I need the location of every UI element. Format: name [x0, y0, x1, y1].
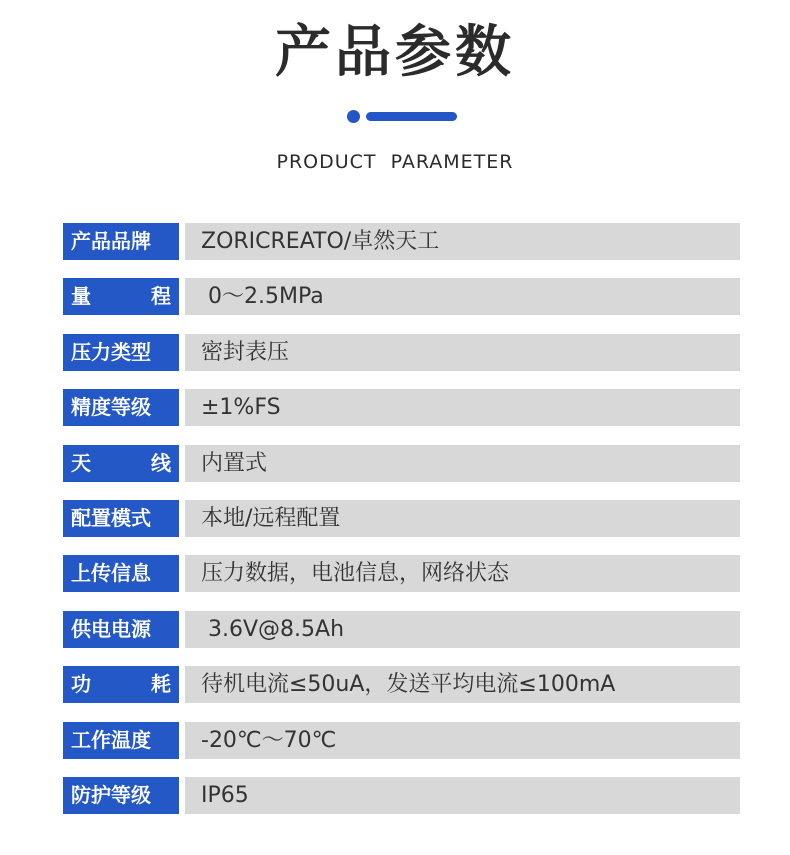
param-label: 上传信息: [63, 555, 179, 592]
param-value: IP65: [185, 777, 740, 814]
param-label: [63, 666, 179, 703]
param-label-char: 线: [151, 450, 171, 475]
param-label-char: 天: [71, 450, 91, 475]
param-value: 3.6V@8.5Ah: [185, 611, 740, 648]
decorative-line: [366, 112, 457, 121]
param-label: 产品品牌: [63, 223, 179, 260]
param-row-power-consumption: [63, 666, 740, 703]
param-label: 防护等级: [63, 777, 179, 814]
param-label-char: 程: [151, 284, 171, 309]
page-subtitle: PRODUCT PARAMETER: [276, 151, 514, 173]
param-value: 本地/远程配置: [185, 500, 740, 537]
param-row-brand: [63, 223, 740, 260]
param-label-char: 功: [71, 672, 91, 697]
decorative-dot: [347, 110, 360, 123]
param-value: ZORICREATO/卓然天工: [185, 223, 740, 260]
param-label-char: 量: [71, 284, 91, 309]
param-row-config-mode: [63, 500, 740, 537]
param-value: 密封表压: [185, 334, 740, 371]
param-value: 0～2.5MPa: [185, 278, 740, 315]
param-label: 供电电源: [63, 611, 179, 648]
param-value: 待机电流≤50uA，发送平均电流≤100mA: [185, 666, 740, 703]
param-label: 工作温度: [63, 722, 179, 759]
param-label: 精度等级: [63, 389, 179, 426]
page-title: 产品参数: [275, 20, 515, 85]
parameter-table: [63, 223, 740, 832]
param-value: 内置式: [185, 445, 740, 482]
param-row-range: [63, 278, 740, 315]
param-row-upload-info: [63, 555, 740, 592]
param-label: [63, 278, 179, 315]
param-label: 配置模式: [63, 500, 179, 537]
param-label: [63, 445, 179, 482]
param-label-char: 耗: [151, 672, 171, 697]
param-row-antenna: [63, 445, 740, 482]
param-value: -20℃～70℃: [185, 722, 740, 759]
param-value: 压力数据，电池信息，网络状态: [185, 555, 740, 592]
param-row-accuracy: [63, 389, 740, 426]
param-row-pressure-type: [63, 334, 740, 371]
param-value: ±1%FS: [185, 389, 740, 426]
param-row-protection: [63, 777, 740, 814]
param-row-operating-temp: [63, 722, 740, 759]
param-label: 压力类型: [63, 334, 179, 371]
param-row-power-supply: [63, 611, 740, 648]
